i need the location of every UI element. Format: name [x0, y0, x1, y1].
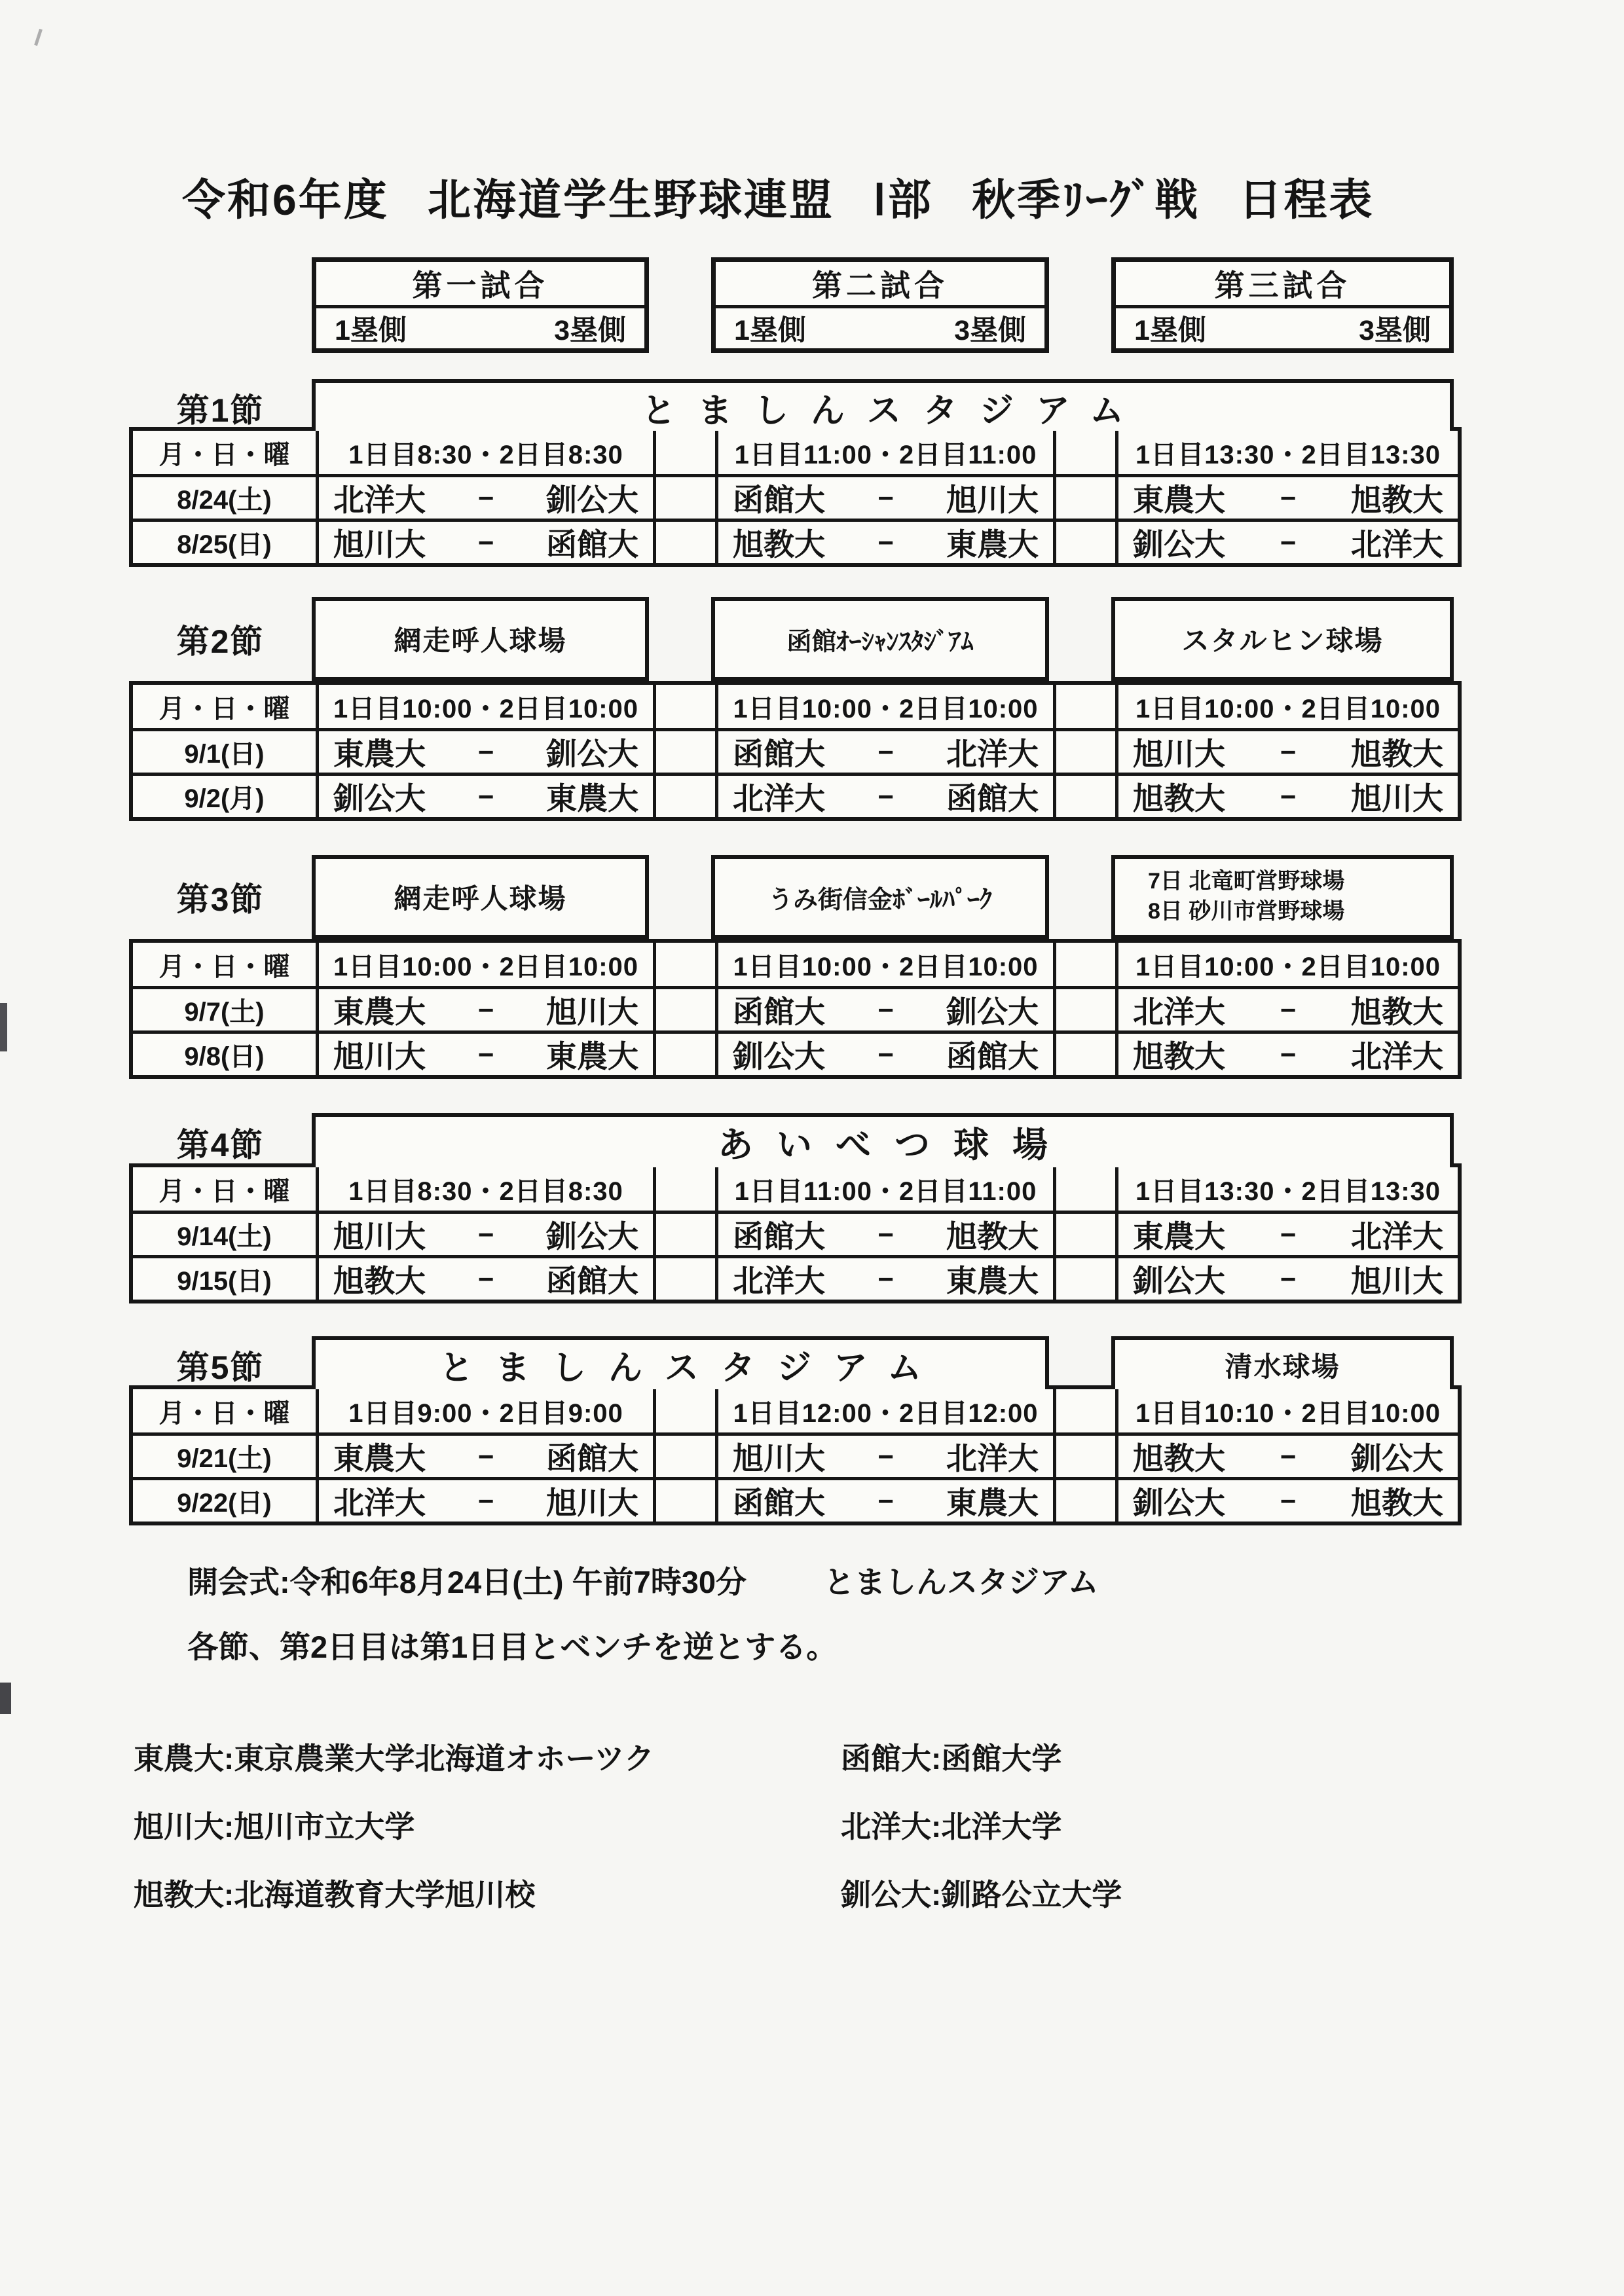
vs-dash: −: [1280, 1485, 1297, 1516]
team-home: 旭教大: [1133, 781, 1225, 816]
vs-dash: −: [877, 482, 894, 513]
team-away: 釧公大: [546, 483, 638, 517]
time-cell: 1日目10:10・2日目10:00: [1115, 1389, 1458, 1432]
day-col-header: 月・日・曜: [133, 431, 316, 474]
team-away: 旭川大: [546, 994, 638, 1029]
team-home: 旭川大: [333, 1039, 426, 1074]
team-away: 東農大: [946, 1264, 1039, 1298]
game-cell: [316, 474, 653, 519]
spacer-cell: [1053, 1389, 1115, 1432]
first-base-label: 1塁側: [1134, 315, 1206, 346]
spacer-cell: [653, 685, 715, 728]
team-away: 旭教大: [1351, 737, 1443, 771]
spacer-cell: [653, 773, 715, 817]
game-number-title: 第三試合: [1116, 262, 1449, 308]
opening-ceremony-venue: とましんスタジアム: [824, 1565, 1099, 1599]
schedule-table: [129, 1163, 1462, 1303]
game-cell: [316, 1477, 653, 1522]
vs-dash: −: [877, 994, 894, 1025]
time-cell: 1日目9:00・2日目9:00: [316, 1389, 653, 1432]
venue-cell: 網走呼人球場: [312, 597, 649, 681]
game-cell: [715, 1030, 1053, 1075]
venue-cell: 函館ｵｰｼｬﾝｽﾀｼﾞｱﾑ: [711, 597, 1049, 681]
team-away: 北洋大: [1351, 527, 1443, 562]
spacer-cell: [1053, 773, 1115, 817]
vs-dash: −: [477, 1038, 494, 1070]
legend-item: 東農大:東京農業大学北海道オホーツク: [134, 1741, 655, 1776]
game-cell: [715, 519, 1053, 563]
time-cell: 1日目10:00・2日目10:00: [715, 685, 1053, 728]
section-label: 第4節: [176, 1126, 265, 1163]
team-away: 北洋大: [1351, 1039, 1443, 1074]
vs-dash: −: [477, 526, 494, 558]
spacer-cell: [653, 474, 715, 519]
team-away: 東農大: [546, 1039, 638, 1074]
vs-dash: −: [877, 1263, 894, 1294]
game-header-box-1: [312, 257, 649, 353]
time-cell: 1日目11:00・2日目11:00: [715, 1167, 1053, 1211]
vs-dash: −: [477, 1263, 494, 1294]
legend-item: 北洋大:北洋大学: [841, 1810, 1062, 1844]
team-away: 旭川大: [1351, 1264, 1443, 1298]
team-away: 函館大: [546, 1441, 638, 1476]
schedule-table: [129, 939, 1462, 1079]
game-cell: [316, 773, 653, 817]
spacer-cell: [653, 728, 715, 773]
team-home: 東農大: [1133, 1219, 1225, 1254]
vs-dash: −: [877, 1038, 894, 1070]
team-home: 旭教大: [1133, 1441, 1225, 1476]
game-cell: [715, 728, 1053, 773]
team-home: 函館大: [733, 1219, 825, 1254]
spacer-cell: [1053, 1477, 1115, 1522]
vs-dash: −: [1280, 526, 1297, 558]
vs-dash: −: [1280, 780, 1297, 812]
spacer-cell: [653, 519, 715, 563]
spacer-cell: [1053, 519, 1115, 563]
team-home: 釧公大: [733, 1039, 825, 1074]
section-label: 第3節: [176, 881, 265, 918]
date-cell: 9/1(日): [133, 728, 316, 773]
time-cell: 1日目10:00・2日目10:00: [1115, 943, 1458, 986]
day-col-header: 月・日・曜: [133, 943, 316, 986]
spacer-cell: [1053, 431, 1115, 474]
team-home: 旭川大: [733, 1441, 825, 1476]
venue-cell: とましんスタジアム: [312, 379, 1454, 436]
team-away: 釧公大: [1351, 1441, 1443, 1476]
section-label: 第2節: [176, 623, 265, 660]
time-cell: 1日目8:30・2日目8:30: [316, 1167, 653, 1211]
team-home: 北洋大: [333, 1485, 426, 1520]
vs-dash: −: [1280, 736, 1297, 767]
spacer-cell: [1053, 943, 1115, 986]
time-cell: 1日目8:30・2日目8:30: [316, 431, 653, 474]
spacer-cell: [1053, 1030, 1115, 1075]
game-number-title: 第一試合: [316, 262, 644, 308]
team-away: 函館大: [946, 1039, 1039, 1074]
team-away: 旭川大: [946, 483, 1039, 517]
vs-dash: −: [1280, 482, 1297, 513]
game-header-box-3: [1111, 257, 1454, 353]
date-cell: 9/21(土): [133, 1432, 316, 1477]
team-away: 旭教大: [1351, 994, 1443, 1029]
team-home: 東農大: [333, 737, 426, 771]
vs-dash: −: [477, 1440, 494, 1472]
date-cell: 9/8(日): [133, 1030, 316, 1075]
vs-dash: −: [877, 780, 894, 812]
spacer-cell: [1053, 685, 1115, 728]
team-home: 釧公大: [333, 781, 426, 816]
time-cell: 1日目10:00・2日目10:00: [1115, 685, 1458, 728]
game-cell: [316, 1432, 653, 1477]
game-cell: [1115, 773, 1458, 817]
spacer-cell: [653, 1167, 715, 1211]
page-title: 令和6年度 北海道学生野球連盟 Ⅰ部 秋季ﾘｰｸﾞ戦 日程表: [182, 175, 1375, 224]
team-home: 旭教大: [1133, 1039, 1225, 1074]
game-cell: [715, 1211, 1053, 1255]
vs-dash: −: [477, 482, 494, 513]
time-cell: 1日目10:00・2日目10:00: [715, 943, 1053, 986]
vs-dash: −: [477, 736, 494, 767]
vs-dash: −: [1280, 1038, 1297, 1070]
venue-line-2: 8日 砂川市営野球場: [1148, 899, 1345, 924]
first-base-label: 1塁側: [335, 315, 407, 346]
game-header-row: [129, 257, 1454, 353]
team-away: 函館大: [946, 781, 1039, 816]
team-home: 旭川大: [1133, 737, 1225, 771]
spacer-cell: [1053, 1432, 1115, 1477]
game-cell: [715, 1477, 1053, 1522]
schedule-section-1: [0, 379, 1624, 567]
team-home: 東農大: [333, 994, 426, 1029]
team-home: 旭川大: [333, 527, 426, 562]
team-away: 東農大: [946, 1485, 1039, 1520]
opening-ceremony-note: 開会式:令和6年8月24日(土) 午前7時30分: [187, 1565, 747, 1599]
team-home: 北洋大: [733, 1264, 825, 1298]
spacer-cell: [1053, 1255, 1115, 1300]
first-base-label: 1塁側: [734, 315, 806, 346]
game-cell: [1115, 1255, 1458, 1300]
spacer-cell: [1053, 728, 1115, 773]
game-cell: [715, 773, 1053, 817]
schedule-table: [129, 681, 1462, 821]
schedule-section-4: [0, 1113, 1624, 1303]
spacer-cell: [1053, 474, 1115, 519]
vs-dash: −: [1280, 1440, 1297, 1472]
game-cell: [316, 519, 653, 563]
team-away: 東農大: [946, 527, 1039, 562]
third-base-label: 3塁側: [1359, 315, 1431, 346]
team-home: 旭教大: [733, 527, 825, 562]
time-cell: 1日目11:00・2日目11:00: [715, 431, 1053, 474]
game-cell: [1115, 1030, 1458, 1075]
vs-dash: −: [877, 1485, 894, 1516]
team-away: 釧公大: [546, 737, 638, 771]
spacer-cell: [1053, 1211, 1115, 1255]
team-home: 旭教大: [333, 1264, 426, 1298]
day-col-header: 月・日・曜: [133, 1167, 316, 1211]
third-base-label: 3塁側: [954, 315, 1026, 346]
game-cell: [715, 986, 1053, 1030]
date-cell: 9/2(月): [133, 773, 316, 817]
venue-cell: 清水球場: [1111, 1336, 1454, 1393]
section-label: 第5節: [176, 1349, 265, 1386]
team-home: 函館大: [733, 737, 825, 771]
time-cell: 1日目10:00・2日目10:00: [316, 685, 653, 728]
spacer-cell: [653, 1432, 715, 1477]
venue-cell: あいべつ球場: [312, 1113, 1454, 1171]
spacer-cell: [653, 1030, 715, 1075]
team-away: 函館大: [546, 527, 638, 562]
game-cell: [1115, 728, 1458, 773]
vs-dash: −: [1280, 1263, 1297, 1294]
team-home: 旭川大: [333, 1219, 426, 1254]
legend-item: 函館大:函館大学: [841, 1741, 1062, 1776]
team-home: 釧公大: [1133, 1264, 1225, 1298]
vs-dash: −: [477, 780, 494, 812]
vs-dash: −: [477, 994, 494, 1025]
spacer-cell: [653, 943, 715, 986]
venue-cell: 網走呼人球場: [312, 855, 649, 939]
vs-dash: −: [1280, 994, 1297, 1025]
scan-artifact: [0, 1683, 11, 1714]
schedule-section-2: [0, 597, 1624, 821]
team-home: 函館大: [733, 483, 825, 517]
game-cell: [316, 986, 653, 1030]
team-home: 函館大: [733, 1485, 825, 1520]
day-col-header: 月・日・曜: [133, 1389, 316, 1432]
date-cell: 9/14(土): [133, 1211, 316, 1255]
date-cell: 9/7(土): [133, 986, 316, 1030]
legend-item: 旭教大:北海道教育大学旭川校: [134, 1878, 536, 1912]
spacer-cell: [653, 431, 715, 474]
vs-dash: −: [877, 1440, 894, 1472]
team-away: 函館大: [546, 1264, 638, 1298]
vs-dash: −: [877, 526, 894, 558]
third-base-label: 3塁側: [554, 315, 626, 346]
team-home: 釧公大: [1133, 1485, 1225, 1520]
spacer-cell: [1053, 986, 1115, 1030]
team-away: 北洋大: [1351, 1219, 1443, 1254]
team-away: 旭川大: [546, 1485, 638, 1520]
team-away: 旭教大: [946, 1219, 1039, 1254]
venue-cell: うみ街信金ﾎﾞｰﾙﾊﾟｰｸ: [711, 855, 1049, 939]
game-cell: [1115, 1211, 1458, 1255]
team-home: 北洋大: [733, 781, 825, 816]
time-cell: 1日目10:00・2日目10:00: [316, 943, 653, 986]
venue-cell: [1111, 855, 1454, 939]
game-cell: [715, 1255, 1053, 1300]
schedule-table: [129, 427, 1462, 567]
date-cell: 9/15(日): [133, 1255, 316, 1300]
game-cell: [715, 474, 1053, 519]
team-home: 東農大: [333, 1441, 426, 1476]
schedule-table: [129, 1385, 1462, 1525]
notes-block: [187, 1558, 1624, 1667]
bench-swap-note: 各節、第2日目は第1日目とベンチを逆とする。: [187, 1630, 838, 1664]
vs-dash: −: [477, 1485, 494, 1516]
legend-item: 旭川大:旭川市立大学: [134, 1810, 415, 1844]
vs-dash: −: [477, 1218, 494, 1250]
schedule-section-3: [0, 855, 1624, 1079]
game-cell: [316, 1211, 653, 1255]
spacer-cell: [1053, 1167, 1115, 1211]
time-cell: 1日目13:30・2日目13:30: [1115, 431, 1458, 474]
team-home: 函館大: [733, 994, 825, 1029]
game-cell: [715, 1432, 1053, 1477]
game-cell: [316, 1255, 653, 1300]
game-cell: [1115, 1432, 1458, 1477]
vs-dash: −: [877, 736, 894, 767]
team-home: 北洋大: [333, 483, 426, 517]
team-away: 旭教大: [1351, 1485, 1443, 1520]
schedule-section-5: [0, 1336, 1624, 1525]
game-cell: [1115, 519, 1458, 563]
section-label: 第1節: [176, 392, 265, 429]
spacer-cell: [653, 1477, 715, 1522]
game-cell: [316, 728, 653, 773]
team-home: 北洋大: [1133, 994, 1225, 1029]
game-cell: [316, 1030, 653, 1075]
team-home: 東農大: [1133, 483, 1225, 517]
spacer-cell: [653, 1255, 715, 1300]
team-away: 東農大: [546, 781, 638, 816]
game-cell: [1115, 1477, 1458, 1522]
team-away: 北洋大: [946, 1441, 1039, 1476]
team-legend: [134, 1735, 1624, 1914]
spacer-cell: [653, 1389, 715, 1432]
team-away: 釧公大: [546, 1219, 638, 1254]
time-cell: 1日目13:30・2日目13:30: [1115, 1167, 1458, 1211]
team-home: 釧公大: [1133, 527, 1225, 562]
game-cell: [1115, 474, 1458, 519]
team-away: 釧公大: [946, 994, 1039, 1029]
time-cell: 1日目12:00・2日目12:00: [715, 1389, 1053, 1432]
game-header-box-2: [711, 257, 1049, 353]
venue-line-1: 7日 北竜町営野球場: [1148, 869, 1345, 894]
spacer-cell: [653, 986, 715, 1030]
venue-cell: とましんスタジアム: [312, 1336, 1049, 1393]
venue-cell: スタルヒン球場: [1111, 597, 1454, 681]
date-cell: 8/24(土): [133, 474, 316, 519]
date-cell: 8/25(日): [133, 519, 316, 563]
date-cell: 9/22(日): [133, 1477, 316, 1522]
spacer-cell: [653, 1211, 715, 1255]
scan-artifact: [0, 1003, 7, 1051]
day-col-header: 月・日・曜: [133, 685, 316, 728]
vs-dash: −: [877, 1218, 894, 1250]
team-away: 旭川大: [1351, 781, 1443, 816]
legend-item: 釧公大:釧路公立大学: [841, 1878, 1122, 1912]
vs-dash: −: [1280, 1218, 1297, 1250]
team-away: 北洋大: [946, 737, 1039, 771]
team-away: 旭教大: [1351, 483, 1443, 517]
game-cell: [1115, 986, 1458, 1030]
game-number-title: 第二試合: [716, 262, 1044, 308]
